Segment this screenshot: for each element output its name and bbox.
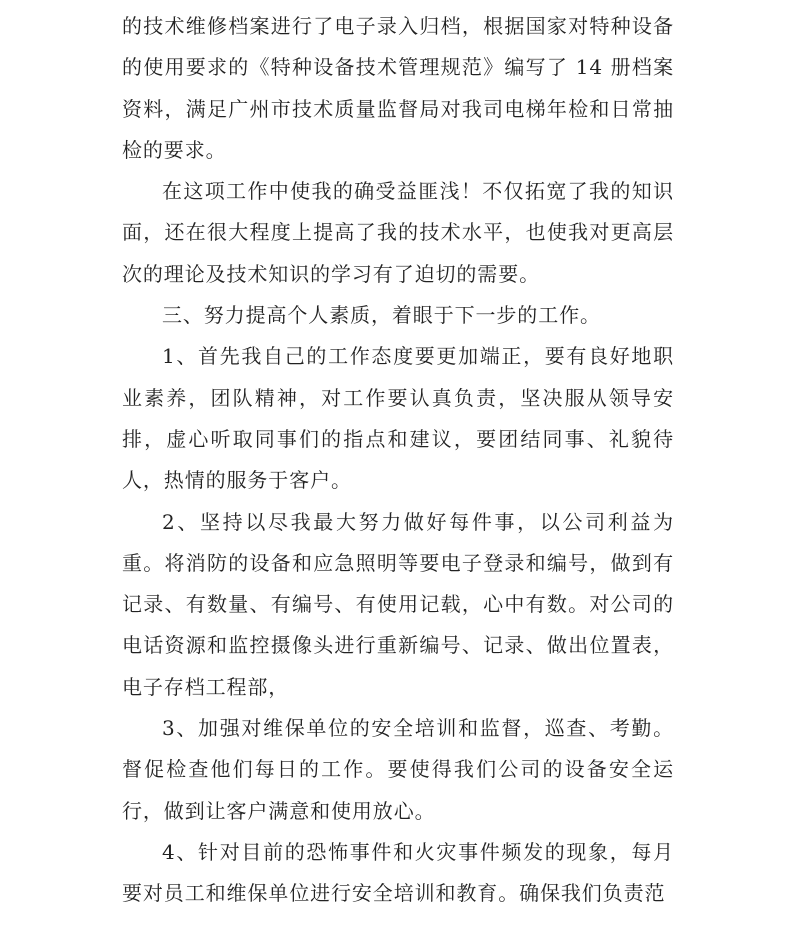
section-heading-improve-quality: 三、努力提高个人素质，着眼于下一步的工作。 bbox=[162, 303, 601, 328]
document-body bbox=[122, 6, 674, 915]
paragraph-item-4-safety-training: 4、针对目前的恐怖事件和火灾事件频发的现象，每月要对员工和维保单位进行安全培训和教育。确保我们负责范 bbox=[122, 839, 674, 906]
paragraph-item-2-effort: 2、坚持以尽我最大努力做好每件事，以公司利益为重。将消防的设备和应急照明等要电子登录和编号，做到有记录、有数量、有编号、有使用记载，心中有数。对公司的电话资源和监控摄像头进行重新编号、记录、做出位置表，电子存档工程部， bbox=[122, 509, 674, 699]
paragraph-archive-records: 的技术维修档案进行了电子录入归档，根据国家对特种设备的使用要求的《特种设备技术管理规范》编写了 14 册档案资料，满足广州市技术质量监督局对我司电梯年检和日常抽检的要求。 bbox=[122, 14, 674, 162]
paragraph-item-1-attitude: 1、首先我自己的工作态度要更加端正，要有良好地职业素养，团队精神，对工作要认真负责，坚决服从领导安排，虚心听取同事们的指点和建议，要团结同事、礼貌待人，热情的服务于客户。 bbox=[122, 344, 674, 493]
paragraph-item-3-supervision: 3、加强对维保单位的安全培训和监督，巡查、考勤。督促检查他们每日的工作。要使得我们公司的设备安全运行，做到让客户满意和使用放心。 bbox=[122, 716, 674, 823]
paragraph-work-benefits: 在这项工作中使我的确受益匪浅！不仅拓宽了我的知识面，还在很大程度上提高了我的技术水平，也使我对更高层次的理论及技术知识的学习有了迫切的需要。 bbox=[122, 179, 674, 286]
